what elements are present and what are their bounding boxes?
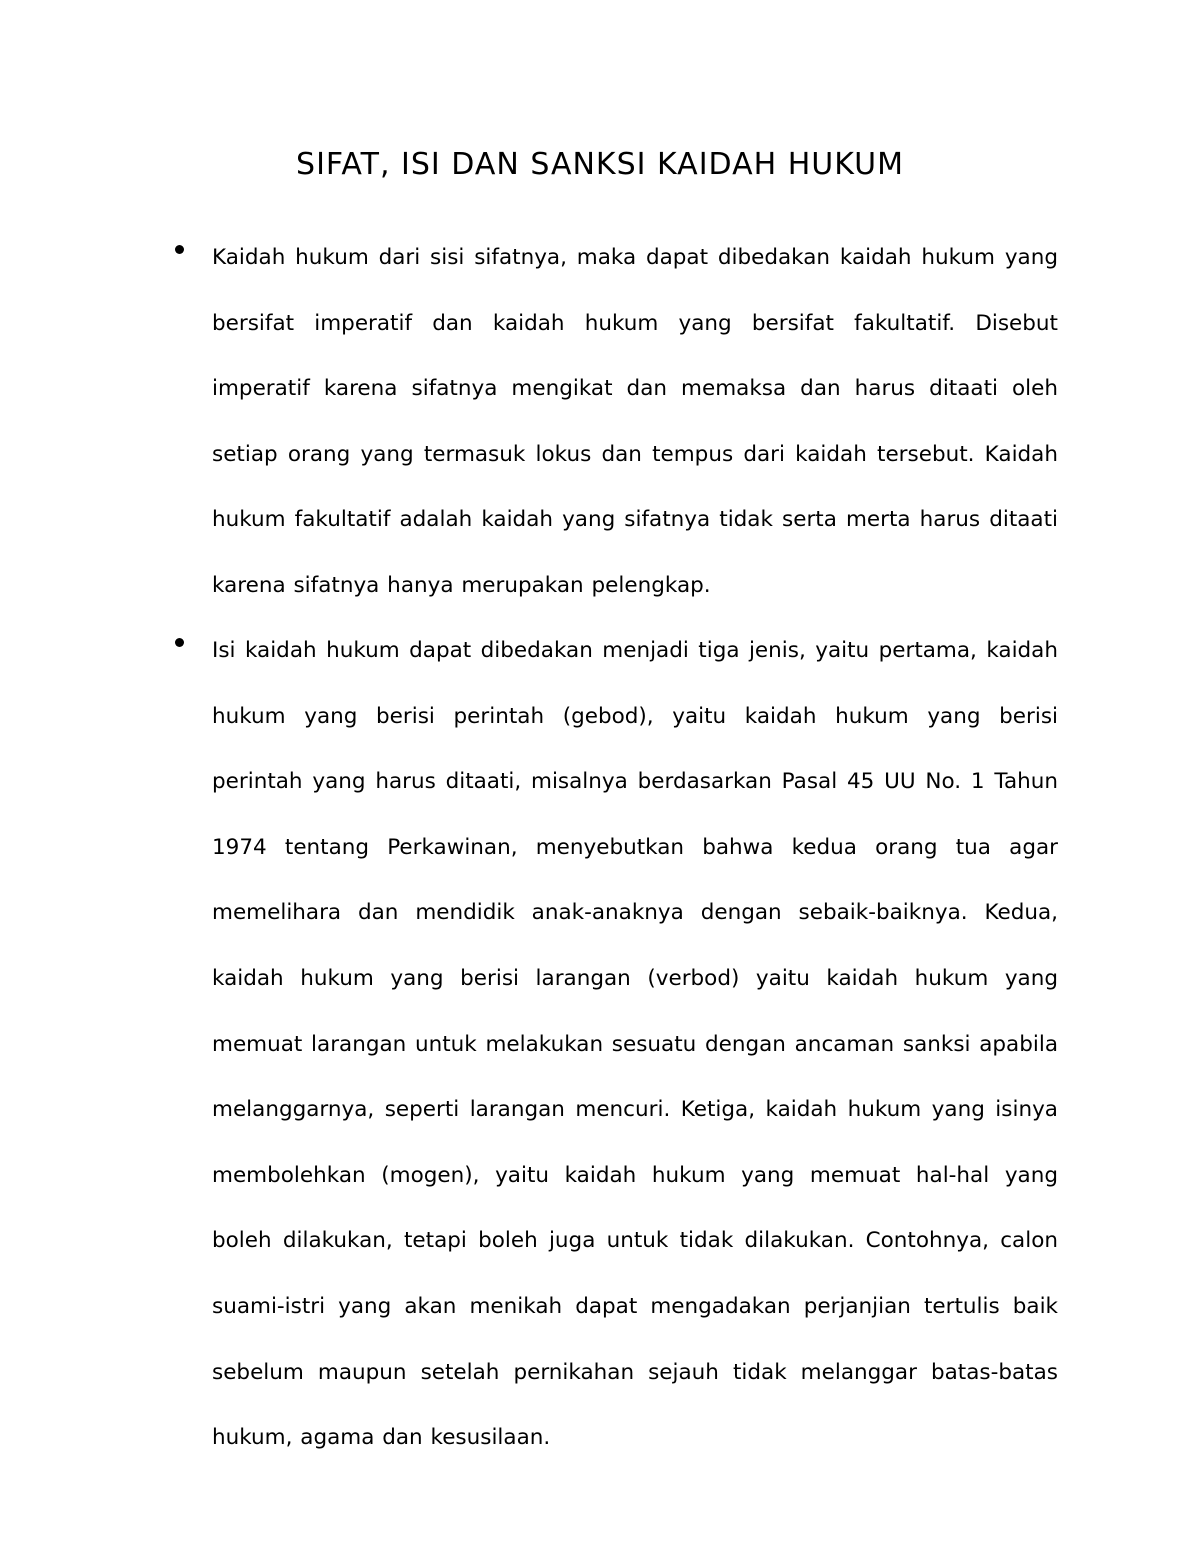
- bullet-item-sifat: [212, 225, 1058, 619]
- bullet-icon: [175, 638, 184, 647]
- bullet-icon: [175, 245, 184, 254]
- bullet-item-isi: [212, 618, 1058, 1471]
- bullet-text: Isi kaidah hukum dapat dibedakan menjadi tiga jenis, yaitu pertama, kaidah hukum yang berisi perintah (gebod), yaitu kaidah hukum yang berisi perintah yang harus ditaati, misalnya berdasarkan Pasal 45 UU No. 1 Tahun 1974 tentang Perkawinan, menyebutkan bahwa kedua orang tua agar memelihara dan mendidik anak-anaknya dengan sebaik-baiknya. Kedua, kaidah hukum yang berisi larangan (verbod) yaitu kaidah hukum yang memuat larangan untuk melakukan sesuatu dengan ancaman sanksi apabila melanggarnya, seperti larangan mencuri. Ketiga, kaidah hukum yang isinya membolehkan (mogen), yaitu kaidah hukum yang memuat hal-hal yang boleh dilakukan, tetapi boleh juga untuk tidak dilakukan. Contohnya, calon suami-istri yang akan menikah dapat mengadakan perjanjian tertulis baik sebelum maupun setelah pernikahan sejauh tidak melanggar batas-batas hukum, agama dan kesusilaan.: [212, 638, 1058, 1451]
- document-title: SIFAT, ISI DAN SANKSI KAIDAH HUKUM: [296, 147, 904, 182]
- bullet-text: Kaidah hukum dari sisi sifatnya, maka dapat dibedakan kaidah hukum yang bersifat imperatif dan kaidah hukum yang bersifat fakultatif. Disebut imperatif karena sifatnya mengikat dan memaksa dan harus ditaati oleh setiap orang yang termasuk lokus dan tempus dari kaidah tersebut. Kaidah hukum fakultatif adalah kaidah yang sifatnya tidak serta merta harus ditaati karena sifatnya hanya merupakan pelengkap.: [212, 245, 1058, 598]
